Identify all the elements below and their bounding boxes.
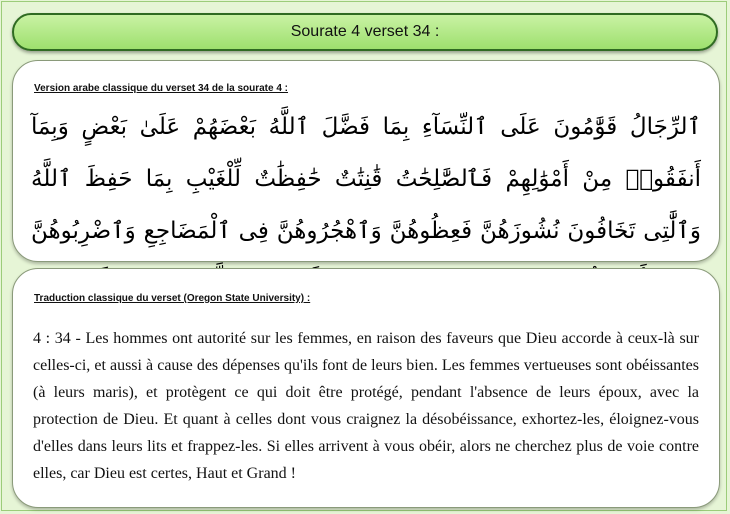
arabic-section-heading: Version arabe classique du verset 34 de la sourate 4 : — [34, 83, 289, 94]
arabic-verse-text: ٱلرِّجَالُ قَوَّٰمُونَ عَلَى ٱلنِّسَآءِ بِمَا فَضَّلَ ٱللَّهُ بَعْضَهُمْ عَلَىٰ بَعْضٍ وَبِمَآ أَنفَقُوا۟ مِنْ أَمْوَٰلِهِمْ فَٱلصَّٰلِحَٰتُ قَٰنِتَٰتٌ حَٰفِظَٰتٌ لِّلْغَيْبِ بِمَا حَفِظَ ٱللَّهُ وَٱلَّٰتِى تَخَافُونَ نُشُوزَهُنَّ فَعِظُوهُنَّ وَٱهْجُرُوهُنَّ فِى ٱلْمَضَاجِعِ وَٱضْرِبُوهُنَّ — [31, 114, 701, 244]
translation-text: 4 : 34 - Les hommes ont autorité sur les femmes, en raison des faveurs que Dieu accorde à ceux-là sur celles-ci, et aussi à cause des dépenses qu'ils font de leurs bien. Les femmes vertueuses sont obéissantes (à leurs maris), et protègent ce qui doit être protégé, pendant l'absence de leurs époux, avec la protection de Dieu. Et quant à celles dont vous craignez la désobéissance, exhortez-les, éloignez-vous d'elles dans leurs lits et frappez-les. Si elles arrivent à vous obéir, alors ne cherchez plus de voie contre elles, car Dieu est certes, Haut et Grand ! — [33, 330, 699, 482]
arabic-verse-card — [12, 60, 720, 262]
page-title-banner — [12, 13, 718, 51]
page-title: Sourate 4 verset 34 : — [290, 23, 440, 40]
translation-section-heading: Traduction classique du verset (Oregon State University) : — [34, 293, 311, 304]
translation-card — [12, 268, 720, 508]
